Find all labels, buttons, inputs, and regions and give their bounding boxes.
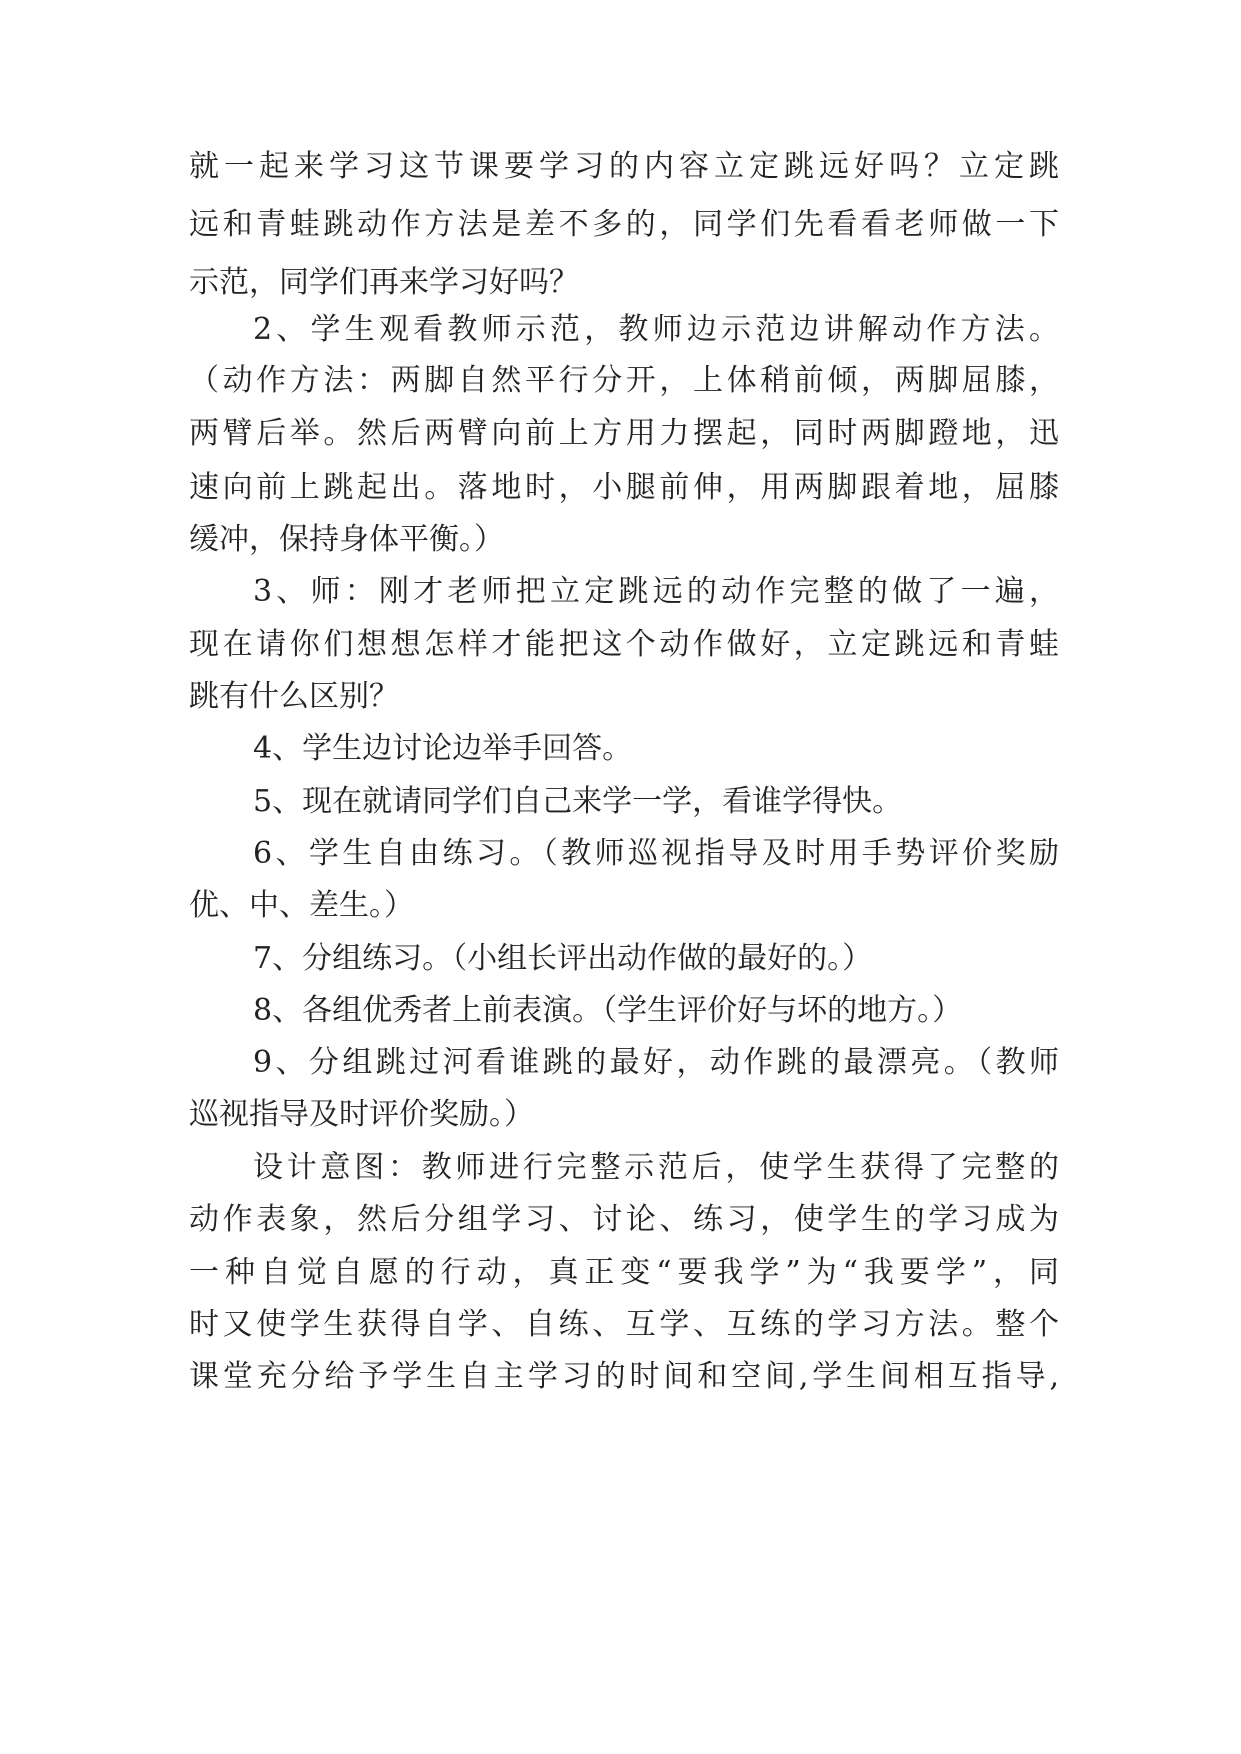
text-line: 远和青蛙跳动作方法是差不多的，同学们先看看老师做一下 [189,207,1059,242]
text-line: 6、学生自由练习。（教师巡视指导及时用手势评价奖励 [253,836,1059,871]
text-line: 课堂充分给予学生自主学习的时间和空间,学生间相互指导, [189,1359,1059,1394]
text-line: 设计意图：教师进行完整示范后，使学生获得了完整的 [253,1150,1059,1185]
text-line: 速向前上跳起出。落地时，小腿前伸，用两脚跟着地，屈膝 [189,470,1059,505]
text-line: 4、学生边讨论边举手回答。 [253,731,633,766]
text-line: 优、中、差生。） [189,888,414,923]
text-line: 跳有什么区别？ [189,679,399,714]
text-line: 5、现在就请同学们自己来学一学，看谁学得快。 [253,784,903,819]
text-line: 两臂后举。然后两臂向前上方用力摆起，同时两脚蹬地，迅 [189,416,1059,451]
text-line: 缓冲，保持身体平衡。） [189,522,504,557]
text-line: 示范，同学们再来学习好吗？ [189,265,579,300]
text-line: 一种自觉自愿的行动，真正变“要我学”为“我要学”，同 [189,1255,1059,1290]
text-line: 7、分组练习。（小组长评出动作做的最好的。） [253,941,873,976]
text-line: 动作表象，然后分组学习、讨论、练习，使学生的学习成为 [189,1202,1059,1237]
text-line: 时又使学生获得自学、自练、互学、互练的学习方法。整个 [189,1307,1059,1342]
text-line: 9、分组跳过河看谁跳的最好，动作跳的最漂亮。（教师 [253,1045,1059,1080]
text-line: 就一起来学习这节课要学习的内容立定跳远好吗？立定跳 [189,149,1059,184]
text-line: 现在请你们想想怎样才能把这个动作做好，立定跳远和青蛙 [189,627,1059,662]
text-line: 3、师：刚才老师把立定跳远的动作完整的做了一遍， [253,574,1059,609]
text-line: （动作方法：两脚自然平行分开，上体稍前倾，两脚屈膝， [189,363,1059,398]
text-line: 8、各组优秀者上前表演。（学生评价好与坏的地方。） [253,993,963,1028]
text-line: 巡视指导及时评价奖励。） [189,1097,534,1132]
text-line: 2、学生观看教师示范，教师边示范边讲解动作方法。 [253,312,1059,347]
